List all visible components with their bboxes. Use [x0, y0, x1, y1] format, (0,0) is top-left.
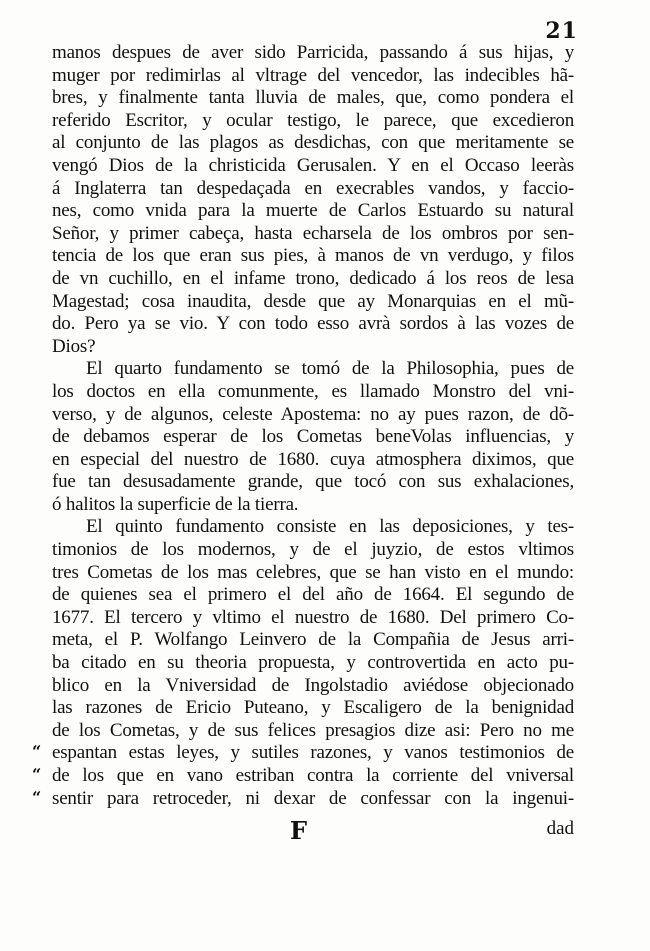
text-line: nes, como vnida para la muerte de Carlos Estuardo su natural: [52, 200, 574, 222]
text-line-wrapper: [52, 336, 574, 359]
text-line-wrapper: [52, 720, 574, 743]
text-line: meta, el P. Wolfango Leinvero de la Compañia de Jesus arri-: [52, 629, 574, 651]
text-line-wrapper: [52, 539, 574, 562]
text-line-wrapper: [52, 42, 574, 65]
text-line: 1677. El tercero y vltimo el nuestro de 1680. Del primero Co-: [52, 606, 574, 628]
text-line-wrapper: [52, 562, 574, 585]
text-line: sentir para retroceder, ni dexar de confessar con la ingenui-: [52, 787, 574, 809]
text-line-wrapper: [52, 132, 574, 155]
text-line-wrapper: [52, 178, 574, 201]
text-line: de los Cometas, y de sus felices presagios dize asi: Pero no me: [52, 719, 574, 741]
text-line: en especial del nuestro de 1680. cuya atmosphera diximos, que: [52, 448, 574, 470]
text-line-wrapper: [52, 697, 574, 720]
text-line-wrapper: [52, 110, 574, 133]
quotation-margin-mark: “: [32, 742, 42, 762]
text-line-wrapper: [32, 742, 574, 765]
text-line: ba citado en su theoria propuesta, y controvertida en acto pu-: [52, 652, 574, 674]
text-line: vengó Dios de la christicida Gerusalen. Y en el Occaso leeràs: [52, 154, 574, 176]
text-line: bres, y finalmente tanta lluvia de males, que, como pondera el: [52, 87, 574, 109]
text-line-wrapper: [32, 787, 574, 811]
text-line-wrapper: [52, 404, 574, 427]
text-line-wrapper: [32, 765, 574, 788]
text-line: ó halitos la superficie de la tierra.: [52, 493, 299, 515]
text-line-wrapper: [52, 155, 574, 178]
text-line: Señor, y primer cabeça, hasta echarsela de los ombros por sen-: [52, 222, 574, 244]
quotation-margin-mark: “: [32, 765, 42, 784]
text-line-wrapper: [52, 87, 574, 110]
text-line: tencia de los que eran sus pies, à manos de vn verdugo, y filos: [52, 245, 574, 267]
text-line-wrapper: [52, 516, 574, 539]
text-line: Magestad; cosa inaudita, desde que ay Monarquias en el mũ-: [52, 290, 574, 312]
text-line-wrapper: [52, 629, 574, 652]
signature-mark: F: [290, 816, 308, 845]
text-line: espantan estas leyes, y sutiles razones, y vanos testimonios de: [52, 742, 574, 764]
text-line: al conjunto de las plagos as desdichas, con que meritamente se: [52, 132, 574, 154]
text-line-wrapper: [52, 426, 574, 449]
text-line-wrapper: [52, 607, 574, 630]
text-line-wrapper: [52, 291, 574, 314]
text-line-wrapper: [52, 223, 574, 246]
text-line: do. Pero ya se vio. Y con todo esso avrà sordos à las vozes de: [52, 313, 574, 335]
text-line: de debamos esperar de los Cometas beneVolas influencias, y: [52, 426, 574, 448]
text-line-wrapper: [52, 449, 574, 472]
text-line-wrapper: [52, 471, 574, 494]
text-line-wrapper: [52, 675, 574, 698]
page-number: 21: [545, 18, 578, 44]
text-line-wrapper: [52, 65, 574, 88]
text-line: muger por redimirlas al vltrage del vencedor, las indecibles hã-: [52, 64, 574, 86]
text-line: tres Cometas de los mas celebres, que se han visto en el mundo:: [52, 561, 574, 583]
text-block: [32, 42, 574, 810]
text-line: referido Escritor, y ocular testigo, le parece, que excedieron: [52, 109, 574, 131]
text-line-wrapper: [52, 245, 574, 268]
text-line-wrapper: [52, 494, 574, 517]
text-line-wrapper: [52, 200, 574, 223]
text-line-wrapper: [52, 313, 574, 336]
text-line-wrapper: [52, 584, 574, 607]
text-line-wrapper: [52, 381, 574, 404]
text-line: timonios de los modernos, y de el juyzio, de estos vltimos: [52, 539, 574, 561]
text-line: verso, y de algunos, celeste Apostema: no ay pues razon, de dõ-: [52, 403, 574, 425]
text-line: Dios?: [52, 335, 96, 357]
text-line-wrapper: [52, 652, 574, 675]
text-line: El quarto fundamento se tomó de la Philosophia, pues de: [86, 358, 574, 380]
text-line: de quienes sea el primero el del año de 1664. El segundo de: [52, 584, 574, 606]
text-line: fue tan desusadamente grande, que tocó con sus exhalaciones,: [52, 471, 574, 493]
text-line: de vn cuchillo, en el infame trono, dedicado á los reos de lesa: [52, 267, 574, 289]
quotation-margin-mark: “: [32, 787, 42, 807]
text-line: á Inglaterra tan despedaçada en execrables vandos, y faccio-: [52, 177, 574, 199]
catchword: dad: [546, 818, 574, 839]
text-line: manos despues de aver sido Parricida, passando á sus hijas, y: [52, 42, 574, 63]
text-line: los doctos en ella comunmente, es llamado Monstro del vni-: [52, 380, 574, 402]
text-line-wrapper: [52, 358, 574, 381]
text-line: de los que en vano estriban contra la corriente del vniversal: [52, 765, 574, 786]
text-line: El quinto fundamento consiste en las deposiciones, y tes-: [86, 516, 574, 538]
text-line-wrapper: [52, 268, 574, 291]
text-line: blico en la Vniversidad de Ingolstadio aviédose objecionado: [52, 674, 574, 696]
text-line: las razones de Ericio Puteano, y Escaligero de la benignidad: [52, 697, 574, 719]
